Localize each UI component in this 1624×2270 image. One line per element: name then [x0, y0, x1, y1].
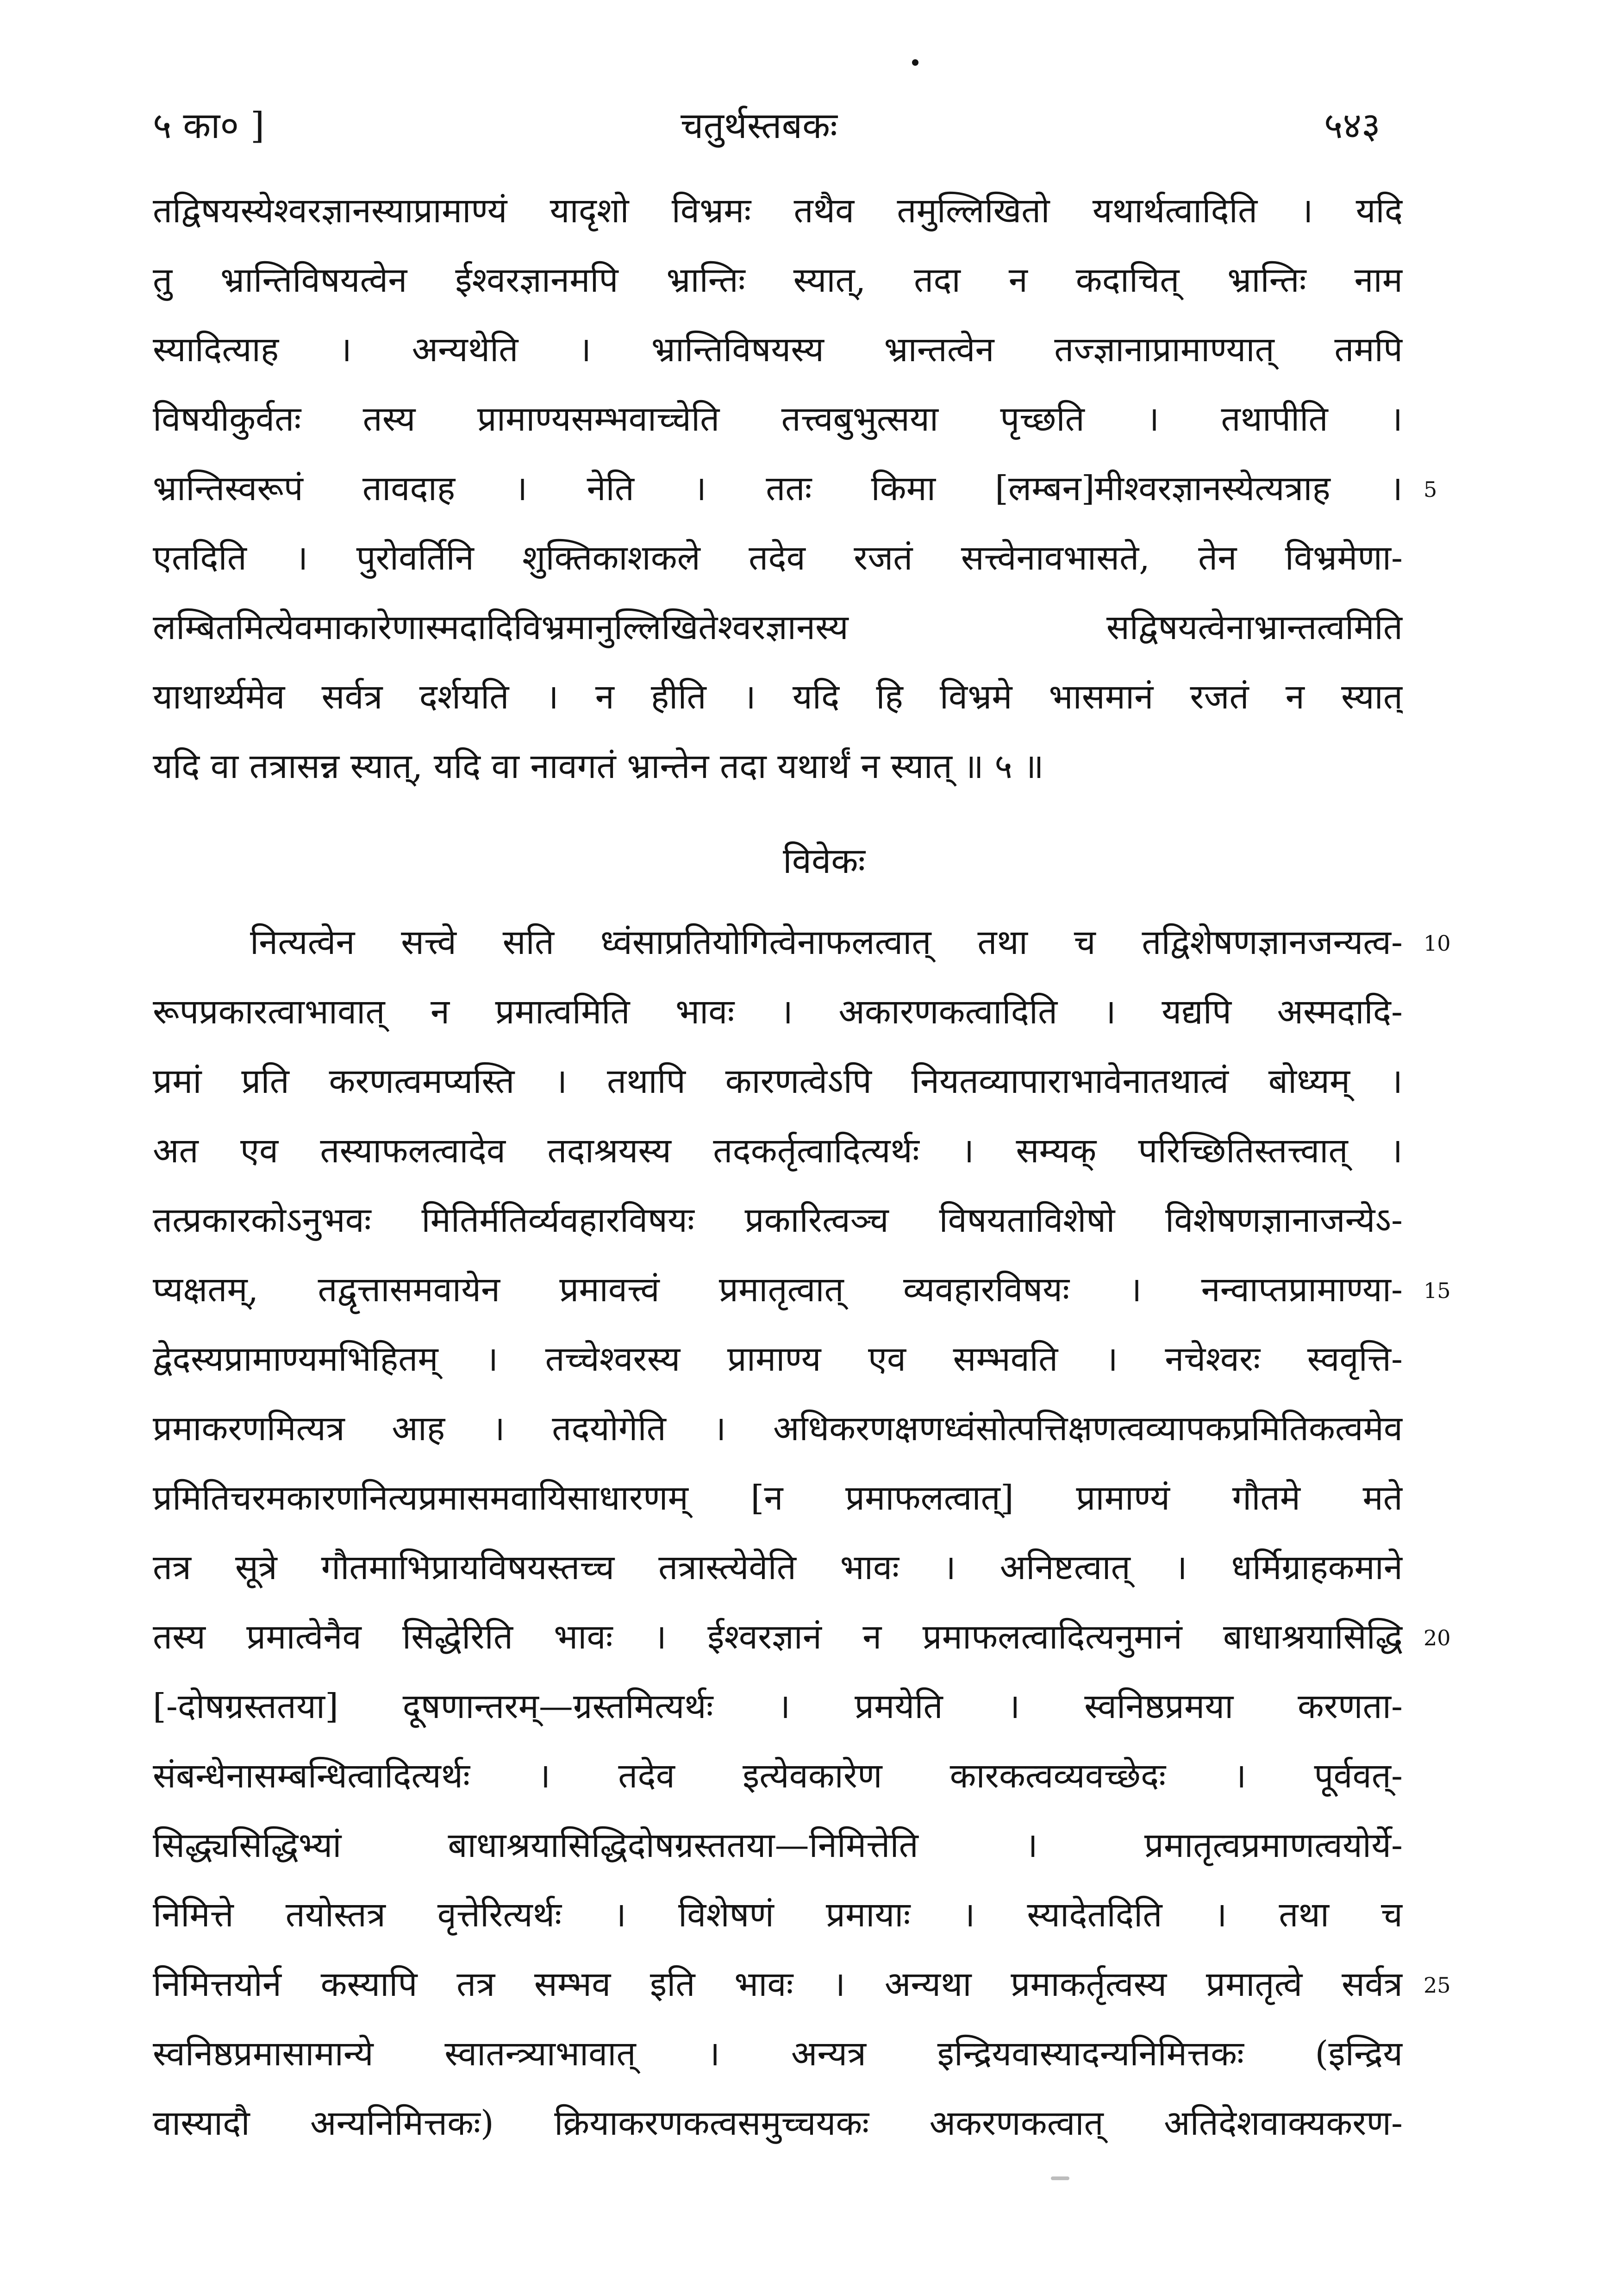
smudge-mark [1051, 2176, 1069, 2180]
commentary-line: भ्रान्तिस्वरूपं तावदाह । नेति । ततः किमा [लम्बन]मीश्वरज्ञानस्येत्यत्राह । [153, 469, 1403, 508]
viveka-line: तत्र सूत्रे गौतमाभिप्रायविषयस्तच्च तत्रास्त्येवेति भावः । अनिष्टत्वात् । धर्मिग्राहकमाने [153, 1548, 1403, 1587]
ink-dot [912, 59, 918, 66]
viveka-line: संबन्धेनासम्बन्धित्वादित्यर्थः । तदेव इत्येवकारेण कारकत्वव्यवच्छेदः । पूर्ववत्- [153, 1756, 1403, 1796]
line-number: 20 [1424, 1625, 1451, 1650]
commentary-line: विषयीकुर्वतः तस्य प्रामाण्यसम्भवाच्चेति तत्त्वबुभुत्सया पृच्छति । तथापीति । [153, 399, 1403, 439]
header-chapter-ref: ५ का० ] [153, 105, 265, 147]
commentary-line: तु भ्रान्तिविषयत्वेन ईश्वरज्ञानमपि भ्रान्तिः स्यात्, तदा न कदाचित् भ्रान्तिः नाम [153, 260, 1403, 300]
line-number: 15 [1424, 1278, 1451, 1303]
page-number: ५४३ [1324, 105, 1380, 147]
viveka-line: द्वेदस्यप्रामाण्यमभिहितम् । तच्चेश्वरस्य प्रामाण्य एव सम्भवति । नचेश्वरः स्ववृत्ति- [153, 1339, 1403, 1379]
commentary-line: यदि वा तत्रासन्न स्यात्, यदि वा नावगतं भ्रान्तेन तदा यथार्थं न स्यात् ॥ ५ ॥ [153, 746, 1044, 786]
viveka-line: तस्य प्रमात्वेनैव सिद्धेरिति भावः । ईश्वरज्ञानं न प्रमाफलत्वादित्यनुमानं बाधाश्रयासिद्धि [153, 1617, 1403, 1657]
commentary-line: स्यादित्याह । अन्यथेति । भ्रान्तिविषयस्य भ्रान्तत्वेन तज्ज्ञानाप्रामाण्यात् तमपि [153, 330, 1403, 370]
viveka-line: [-दोषग्रस्ततया] दूषणान्तरम्—ग्रस्तमित्यर्थः । प्रमयेति । स्वनिष्ठप्रमया करणता- [153, 1687, 1403, 1726]
line-number: 10 [1424, 931, 1451, 956]
viveka-line: तत्प्रकारकोऽनुभवः मितिर्मतिर्व्यवहारविषयः प्रकारित्वञ्च विषयताविशेषो विशेषणज्ञानाजन्येऽ- [153, 1200, 1403, 1240]
line-number: 25 [1424, 1973, 1451, 1998]
viveka-line: सिद्ध्यसिद्धिभ्यां बाधाश्रयासिद्धिदोषग्रस्ततया—निमित्तेति । प्रमातृत्वप्रमाणत्वयोर्ये- [153, 1825, 1403, 1865]
viveka-line: प्रमां प्रति करणत्वमप्यस्ति । तथापि कारणत्वेऽपि नियतव्यापाराभावेनातथात्वं बोध्यम् । [153, 1061, 1403, 1101]
viveka-line: नित्यत्वेन सत्त्वे सति ध्वंसाप्रतियोगित्वेनाफलत्वात् तथा च तद्विशेषणज्ञानजन्यत्व- [250, 922, 1403, 962]
running-title: चतुर्थस्तबकः [681, 105, 837, 147]
commentary-line: एतदिति । पुरोवर्तिनि शुक्तिकाशकले तदेव रजतं सत्त्वेनावभासते, तेन विभ्रमेणा- [153, 538, 1403, 578]
section-title-viveka: विवेकः [783, 840, 865, 881]
viveka-line: निमित्ते तयोस्तत्र वृत्तेरित्यर्थः । विशेषणं प्रमायाः । स्यादेतदिति । तथा च [153, 1895, 1403, 1935]
viveka-line: रूपप्रकारत्वाभावात् न प्रमात्वमिति भावः । अकारणकत्वादिति । यद्यपि अस्मदादि- [153, 992, 1403, 1032]
viveka-line: प्यक्षतम्, तद्वृत्तासमवायेन प्रमावत्त्वं प्रमातृत्वात् व्यवहारविषयः । नन्वाप्तप्रामाण्या- [153, 1270, 1403, 1310]
viveka-line: निमित्तयोर्न कस्यापि तत्र सम्भव इति भावः । अन्यथा प्रमाकर्तृत्वस्य प्रमातृत्वे सर्वत्र [153, 1964, 1403, 2004]
viveka-line: प्रमितिचरमकारणनित्यप्रमासमवायिसाधारणम् [न प्रमाफलत्वात्] प्रामाण्यं गौतमे मते [153, 1478, 1403, 1518]
viveka-line: अत एव तस्याफलत्वादेव तदाश्रयस्य तदकर्तृत्वादित्यर्थः । सम्यक् परिच्छितिस्तत्त्वात् । [153, 1131, 1403, 1171]
commentary-line: तद्विषयस्येश्वरज्ञानस्याप्रामाण्यं यादृशो विभ्रमः तथैव तमुल्लिखितो यथार्थत्वादिति । यदि [153, 191, 1403, 231]
line-number: 5 [1424, 477, 1437, 502]
commentary-line: याथार्थ्यमेव सर्वत्र दर्शयति । न हीति । यदि हि विभ्रमे भासमानं रजतं न स्यात् [153, 677, 1403, 717]
viveka-line: वास्यादौ अन्यनिमित्तकः) क्रियाकरणकत्वसमुच्चयकः अकरणकत्वात् अतिदेशवाक्यकरण- [153, 2103, 1403, 2143]
viveka-line: स्वनिष्ठप्रमासामान्ये स्वातन्त्र्याभावात् । अन्यत्र इन्द्रियवास्यादन्यनिमित्तकः (इन्द्रिय [153, 2034, 1403, 2074]
viveka-line: प्रमाकरणमित्यत्र आह । तदयोगेति । अधिकरणक्षणध्वंसोत्पत्तिक्षणत्वव्यापकप्रमितिकत्वमेव [153, 1409, 1403, 1449]
commentary-line: लम्बितमित्येवमाकारेणास्मदादिविभ्रमानुल्लिखितेश्वरज्ञानस्य सद्विषयत्वेनाभ्रान्तत्वमिति [153, 608, 1403, 647]
